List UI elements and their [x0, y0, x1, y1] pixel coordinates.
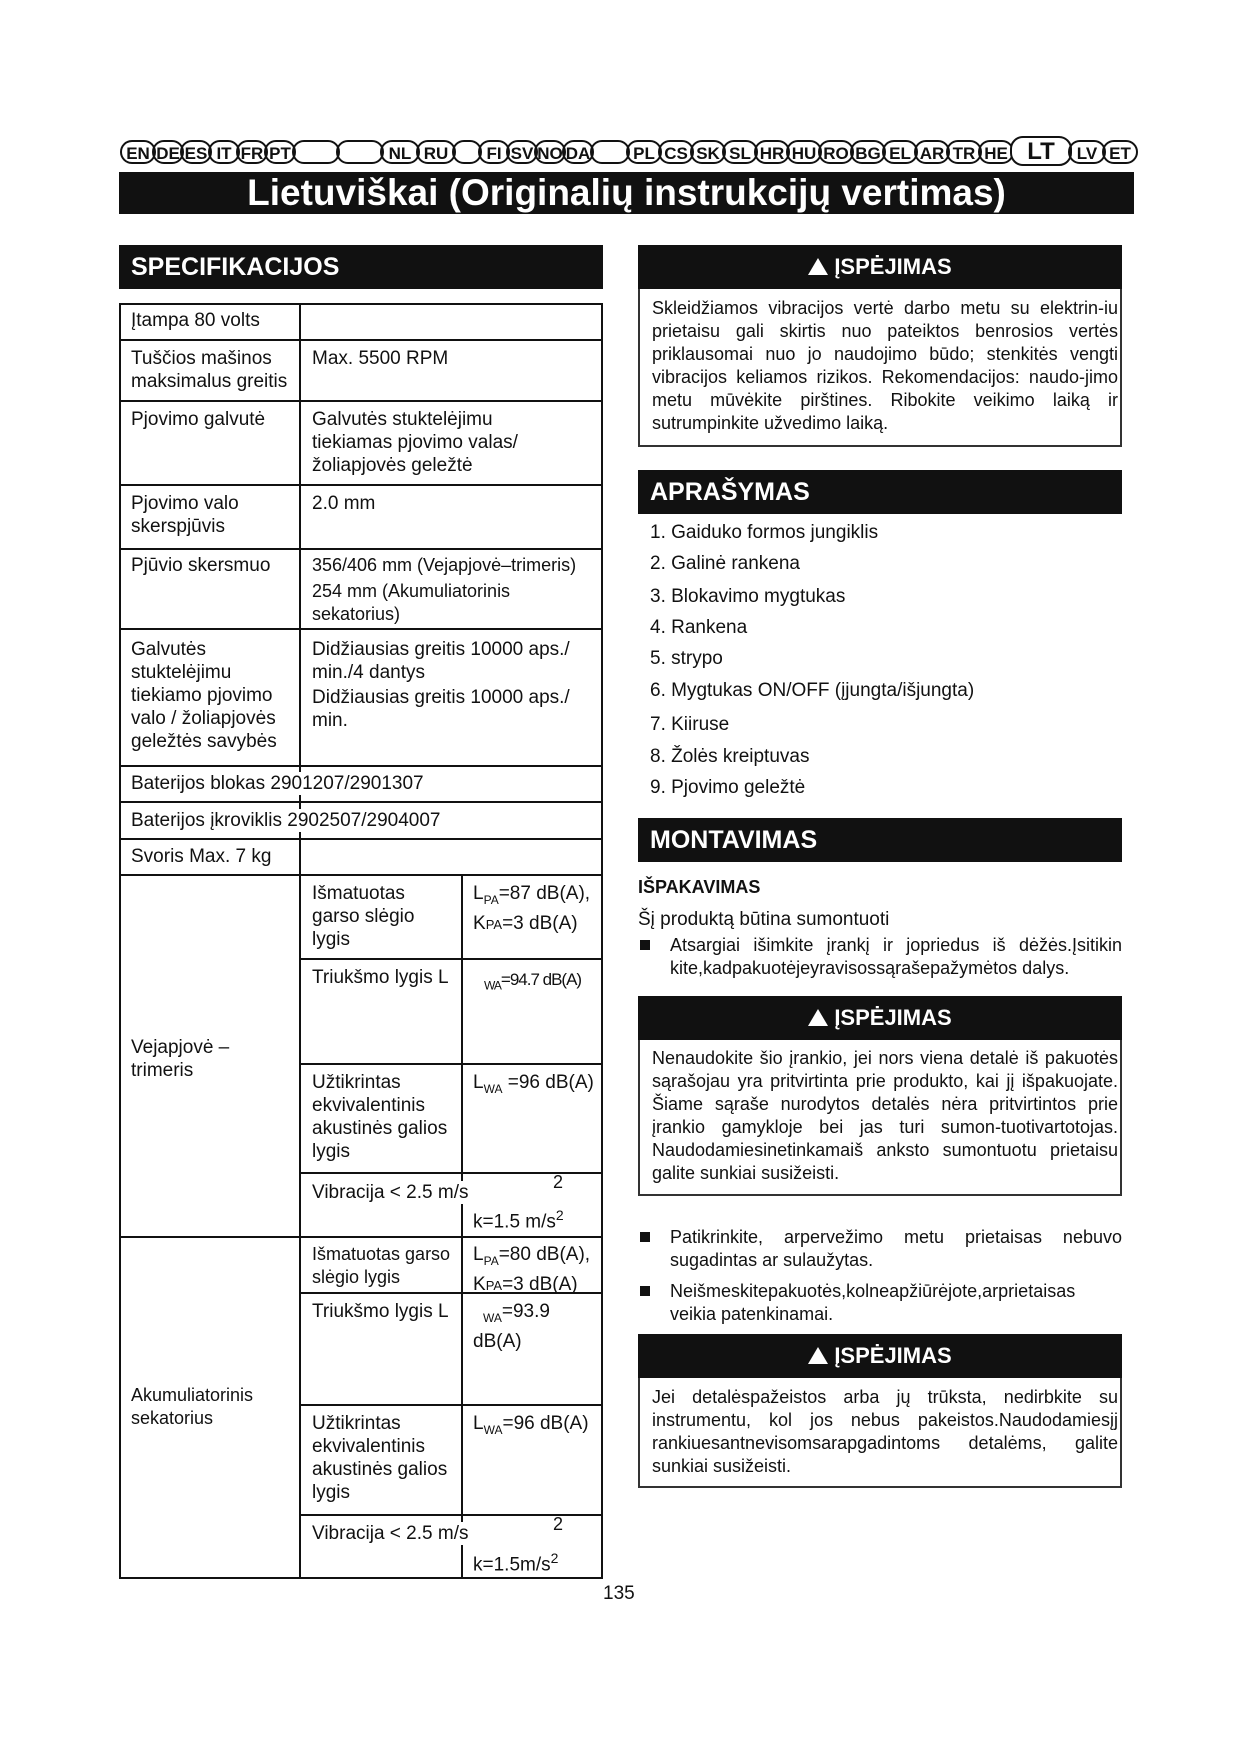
- unpacking-bullet-3: Neišmeskitepakuotės,kolneapžiūrėjote,arprietaisas veikia patenkinamai.: [640, 1280, 1122, 1302]
- pruner-power-value: $L_{WA}=96$ dB(A): [473, 1413, 589, 1437]
- language-tab-fr[interactable]: FR: [236, 140, 268, 164]
- description-item: 3. Blokavimo mygtukas: [650, 586, 846, 607]
- pruner-noise-value: $_{WA}$=93.9 dB(A): [473, 1301, 550, 1352]
- language-tab-lv[interactable]: LV: [1068, 140, 1106, 164]
- trimmer-vibration-exp: 2: [553, 1172, 564, 1192]
- spec-trimmer-label: Vejapjovė – trimeris: [131, 1037, 230, 1081]
- language-tab-cs[interactable]: CS: [658, 140, 694, 164]
- language-tab-pl[interactable]: PL: [626, 140, 662, 164]
- description-item: 2. Galinė rankena: [650, 553, 800, 574]
- trimmer-pressure-value: $L_{PA}=87$ dB(A), KPA=3 dB(A): [473, 883, 591, 934]
- pruner-noise-label: Triukšmo lygis L: [312, 1301, 449, 1322]
- language-tab-en[interactable]: EN: [120, 140, 156, 164]
- language-tab-pt[interactable]: PT: [264, 140, 296, 164]
- language-tab-fi[interactable]: FI: [478, 140, 510, 164]
- description-item: 7. Kiiruse: [650, 714, 730, 735]
- language-tab-et[interactable]: ET: [1102, 140, 1138, 164]
- warning-icon: [808, 258, 828, 275]
- warning-icon: [808, 1009, 828, 1026]
- language-tab-hu[interactable]: HU: [786, 140, 822, 164]
- language-tab-sk[interactable]: SK: [690, 140, 726, 164]
- spec-weight: Svoris Max. 7 kg: [131, 846, 272, 867]
- warning-text-1: Skleidžiamos vibracijos vertė darbo metu su elektrin-iu prietaisu gali skirtis nuo pateiktos benrosios vertės priklausomai nuo jo naudojimo būdo; stenkitės vengti vibracijos keliamos rizikos. Rekomendacijos: naudo-jimo metu mūvėkite pirštines. Ribokite veikimo laiką ir sutrumpinkite užvedimo laiką.: [652, 298, 1118, 433]
- spec-cut-label: Pjūvio skersmuo: [131, 555, 271, 576]
- spec-charger: Baterijos įkroviklis 2902507/2904007: [131, 810, 441, 831]
- spec-cut-value-1: 356/406 mm (Vejapjovė–trimeris): [312, 555, 577, 575]
- language-tab-sl[interactable]: SL: [722, 140, 758, 164]
- language-tab-lt[interactable]: LT: [1010, 136, 1072, 166]
- specs-heading: SPECIFIKACIJOS: [119, 245, 603, 289]
- trimmer-vibration-label: Vibracija < 2.5 m/s: [312, 1182, 469, 1203]
- spec-line-value: 2.0 mm: [312, 493, 376, 514]
- trimmer-pressure-label: Išmatuotas garso slėgio lygis: [312, 883, 415, 950]
- unpacking-subheading: IŠPAKAVIMAS: [638, 877, 761, 897]
- language-tab-ru[interactable]: RU: [416, 140, 456, 164]
- warning-icon: [808, 1347, 828, 1364]
- spec-voltage: Įtampa 80 volts: [131, 310, 260, 331]
- language-tab-he[interactable]: HE: [978, 140, 1014, 164]
- warning-heading-1: ĮSPĖJIMAS: [638, 245, 1122, 289]
- language-tab-blank[interactable]: [292, 140, 340, 164]
- language-tab-el[interactable]: EL: [882, 140, 918, 164]
- unpacking-intro: Šį produktą būtina sumontuoti: [638, 909, 890, 930]
- description-item: 5. strypo: [650, 648, 723, 669]
- spec-cut-value-2: 254 mm (Akumuliatorinis sekatorius): [312, 581, 511, 624]
- spec-battery: Baterijos blokas 2901207/2901307: [131, 773, 424, 794]
- description-item: 4. Rankena: [650, 617, 748, 638]
- language-tab-bg[interactable]: BG: [850, 140, 886, 164]
- spec-idle-label: Tuščios mašinos maksimalus greitis: [131, 348, 288, 392]
- spec-bump-label: Galvutės stuktelėjimu tiekiamo pjovimo valo / žoliapjovės geležtės savybės: [131, 639, 277, 752]
- language-tab-sv[interactable]: SV: [506, 140, 538, 164]
- page-number: 135: [603, 1583, 635, 1604]
- pruner-pressure-label: Išmatuotas garso slėgio lygis: [312, 1244, 451, 1287]
- spec-head-value: Galvutės stuktelėjimu tiekiamas pjovimo valas/žoliapjovės geležtė: [312, 409, 518, 476]
- spec-bump-value-1: Didžiausias greitis 10000 aps./ min./4 dantys: [312, 639, 570, 683]
- language-tab-de[interactable]: DE: [152, 140, 184, 164]
- spec-pruner-label: Akumuliatorinis sekatorius: [131, 1385, 254, 1428]
- language-tab-ro[interactable]: RO: [818, 140, 854, 164]
- spec-bump-value-2: Didžiausias greitis 10000 aps./ min.: [312, 687, 570, 731]
- unpacking-bullet-2: Patikrinkite, arpervežimo metu prietaisas nebuvo sugadintas ar sulaužytas.: [640, 1226, 1122, 1248]
- warning-text-2: Nenaudokite šio įrankio, jei nors viena detalė iš pakuotės sąrašojau yra pritvirtinta prie produkto, kai jį išpakuojate. Šiame sąraše nurodytos detalės nėra pritvirtintos prie įrankio gamykloje bei jas turi sumon-tuotivartotojas. Naudodamiesinetinkamaiš anksto sumontuotu prietaisu galite sunkiai susižeisti.: [652, 1048, 1118, 1183]
- page-title: Lietuviškai (Originalių instrukcijų vertimas): [119, 172, 1134, 214]
- description-item: 8. Žolės kreiptuvas: [650, 746, 810, 767]
- language-tab-nl[interactable]: NL: [380, 140, 420, 164]
- spec-line-label: Pjovimo valo skerspjūvis: [131, 493, 239, 537]
- pruner-power-label: Užtikrintas ekvivalentinis akustinės galios lygis: [312, 1413, 448, 1503]
- unpacking-bullet-1: Atsargiai išimkite įrankį ir jopriedus iš dėžės.Įsitikin kite,kadpakuotėjeyravisossąrašepažymėtos dalys.: [640, 934, 1122, 956]
- pruner-vibration-label: Vibracija < 2.5 m/s: [312, 1523, 469, 1544]
- language-tab-ar[interactable]: AR: [914, 140, 950, 164]
- bullet-icon: [640, 1286, 650, 1296]
- warning-heading-3: ĮSPĖJIMAS: [638, 1334, 1122, 1378]
- trimmer-vibration-k: k=1.5 $m/s^2$: [473, 1207, 564, 1233]
- trimmer-noise-label: Triukšmo lygis L: [312, 967, 449, 988]
- description-item: 1. Gaiduko formos jungiklis: [650, 522, 879, 543]
- pruner-vibration-exp: 2: [553, 1514, 564, 1534]
- language-bar: [120, 140, 1132, 166]
- language-tab-blank[interactable]: [590, 140, 630, 164]
- trimmer-power-value: $L_{WA} =96$ dB(A): [473, 1072, 594, 1096]
- warning-text-3: Jei detalėspažeistos arba jų trūksta, nedirbkite su instrumentu, kol jos nebus pakeistos.Naudodamiesįj rankiuesantnevisomsarapgadintoms detalėms, galite sunkiai susižeisti.: [652, 1387, 1118, 1476]
- description-item: 6. Mygtukas ON/OFF (įjungta/išjungta): [650, 680, 975, 701]
- warning-heading-2: ĮSPĖJIMAS: [638, 996, 1122, 1040]
- language-tab-es[interactable]: ES: [180, 140, 212, 164]
- language-tab-it[interactable]: IT: [208, 140, 240, 164]
- trimmer-noise-value: $_{WA}$=94.7 dB(A): [484, 970, 582, 993]
- language-tab-hr[interactable]: HR: [754, 140, 790, 164]
- language-tab-blank[interactable]: [336, 140, 384, 164]
- bullet-icon: [640, 940, 650, 950]
- pruner-pressure-value: $L_{PA}=80$ dB(A), KPA=3 dB(A): [473, 1244, 591, 1295]
- spec-head-label: Pjovimo galvutė: [131, 409, 266, 430]
- assembly-heading: MONTAVIMAS: [638, 818, 1122, 862]
- description-heading: APRAŠYMAS: [638, 470, 1122, 514]
- language-tab-no[interactable]: NO: [534, 140, 566, 164]
- description-item: 9. Pjovimo geležtė: [650, 777, 806, 798]
- pruner-vibration-k: $k=1.5m/s^2$: [473, 1550, 559, 1576]
- trimmer-power-label: Užtikrintas ekvivalentinis akustinės galios lygis: [312, 1072, 448, 1162]
- spec-idle-value: Max. 5500 RPM: [312, 348, 449, 369]
- language-tab-tr[interactable]: TR: [946, 140, 982, 164]
- language-tab-da[interactable]: DA: [562, 140, 594, 164]
- bullet-icon: [640, 1232, 650, 1242]
